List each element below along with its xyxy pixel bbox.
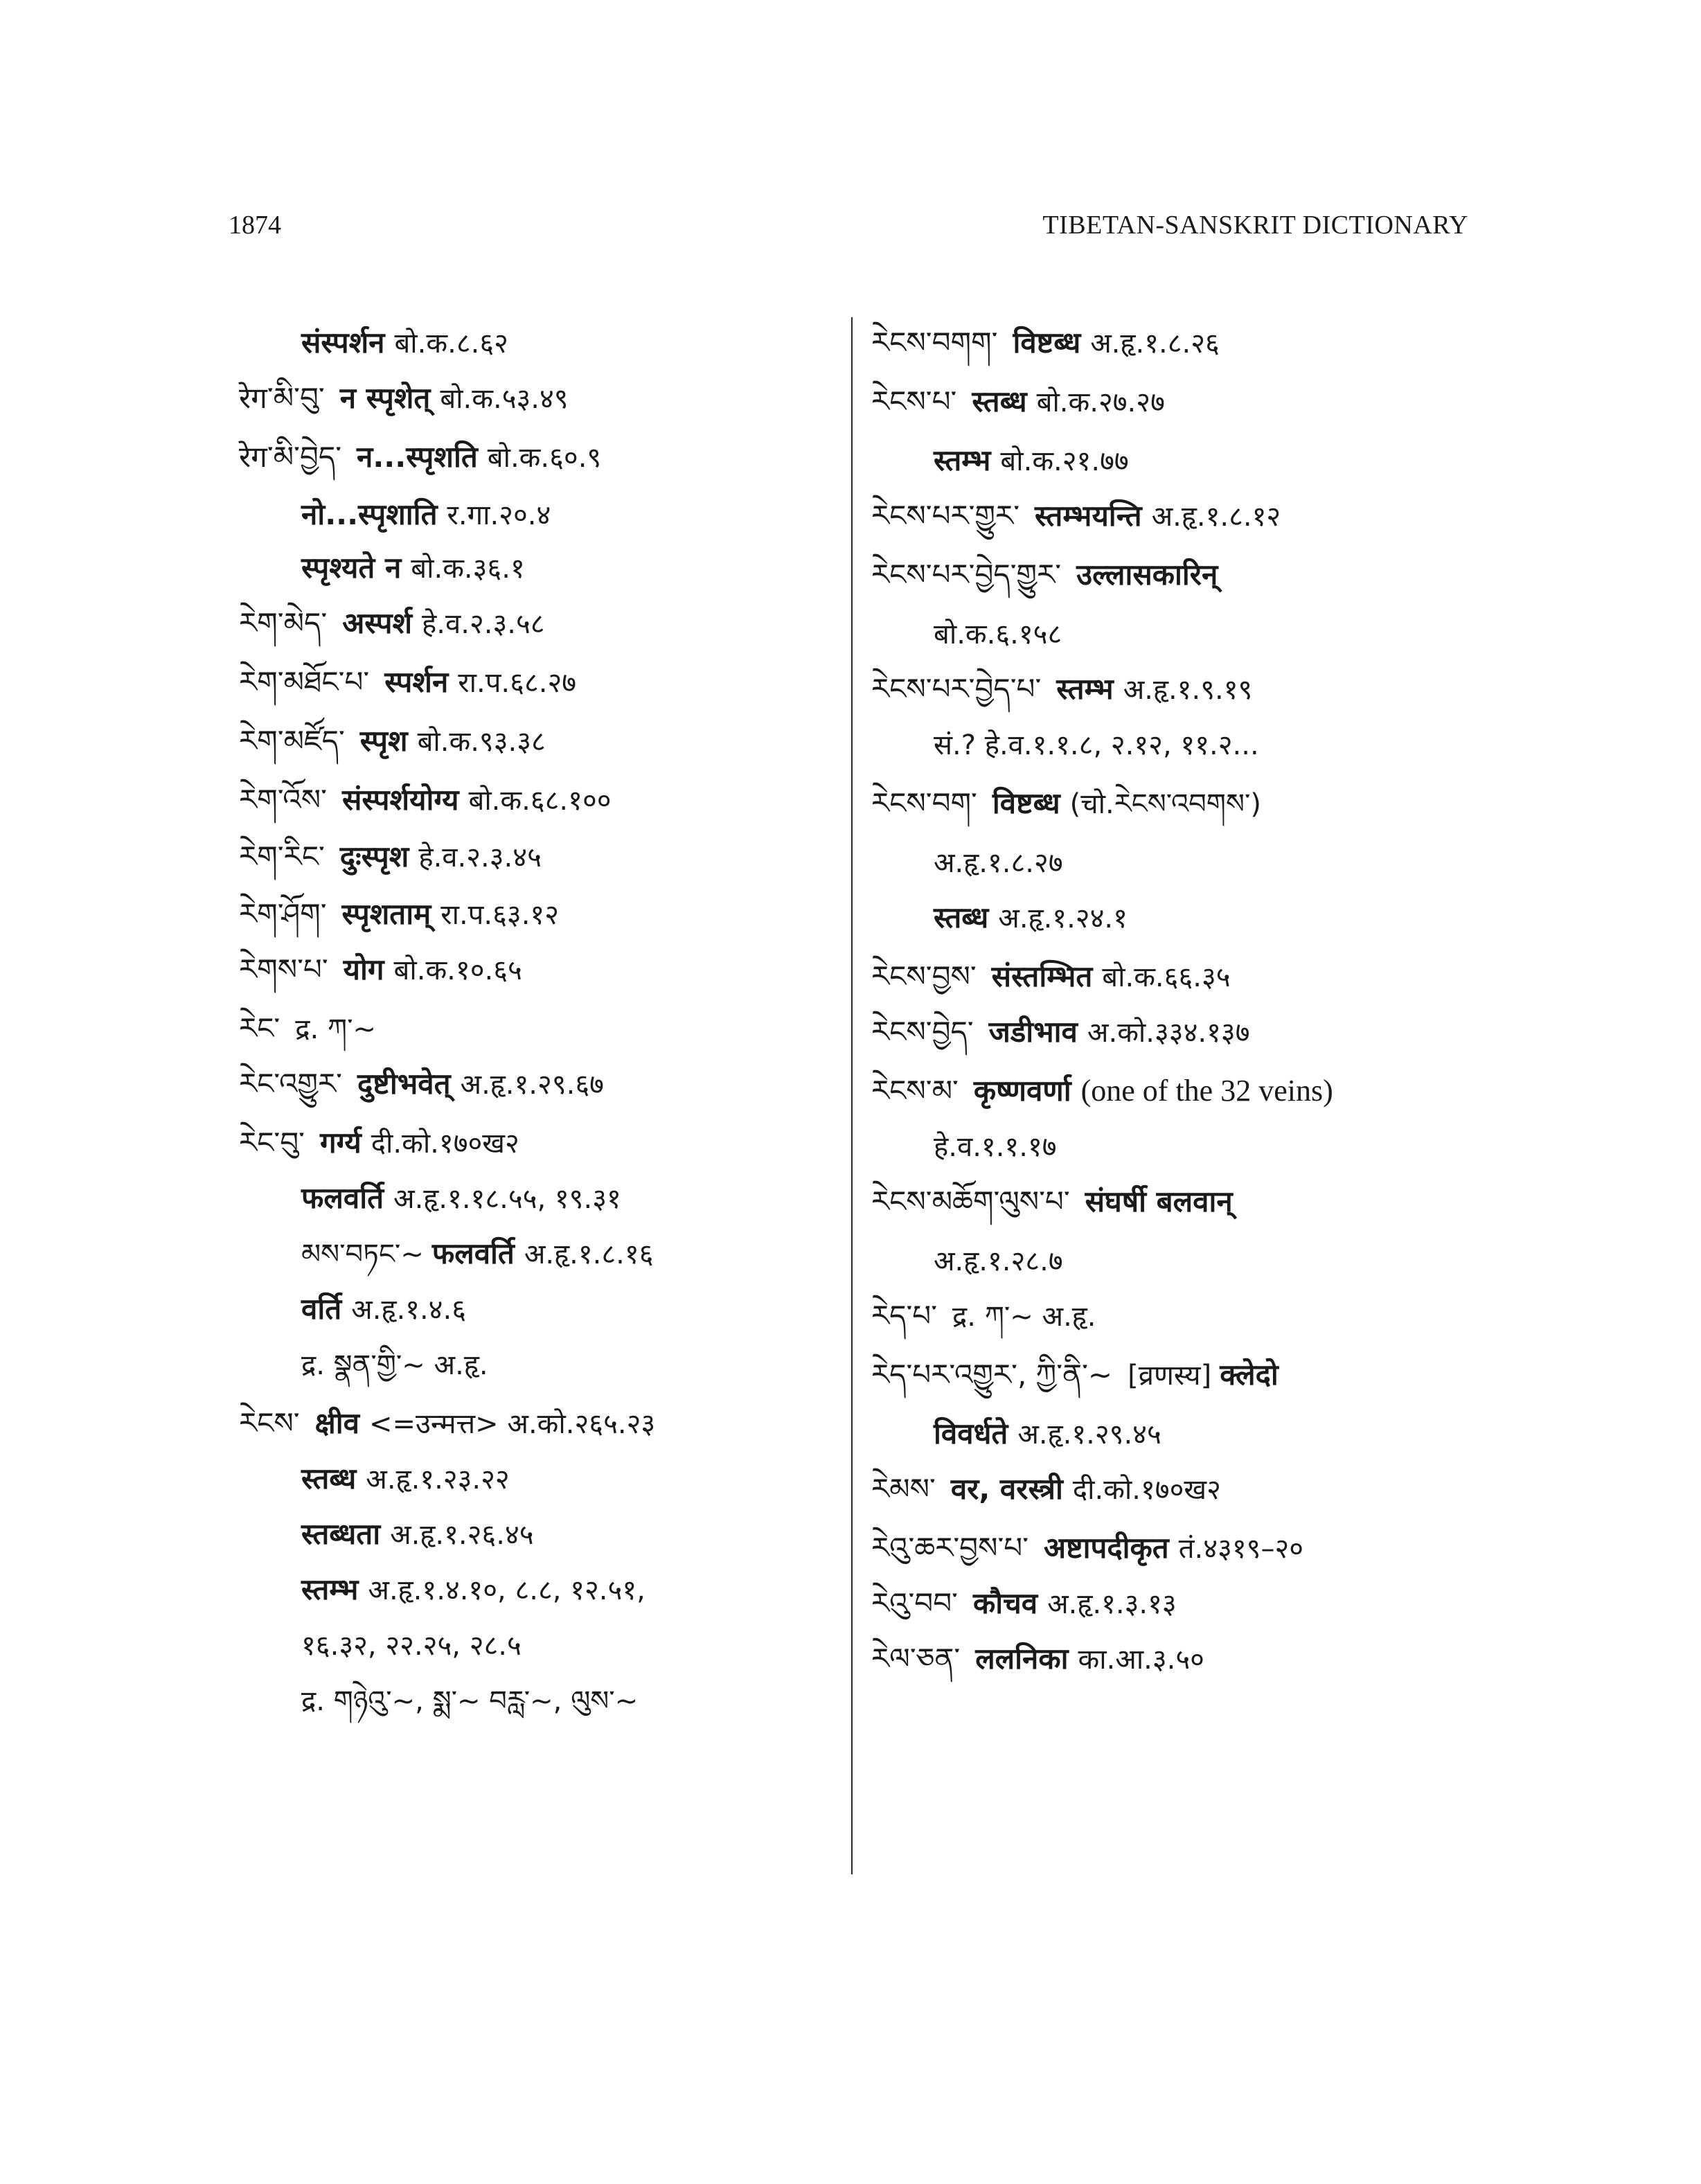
- entry-headline: [239, 374, 569, 423]
- source-reference: दी.को.१७०ख२: [1072, 1474, 1221, 1506]
- source-reference: (चो.རེངས་འབགས་): [1069, 788, 1261, 820]
- source-reference: बो.क.८.६२: [394, 328, 508, 359]
- tibetan-headword: རེག་མེད་: [239, 606, 328, 640]
- tibetan-headword: རེངས་པ་: [871, 384, 957, 418]
- entry-headline: [239, 1119, 519, 1167]
- entry-headline: [239, 717, 546, 765]
- entry-headline: [871, 1579, 1177, 1628]
- source-reference: बो.क.३६.१: [411, 553, 525, 585]
- entry-headline: [871, 551, 1227, 599]
- entry-subline: [934, 720, 1259, 769]
- tibetan-headword: རེངས་བྱེད་: [871, 1015, 974, 1049]
- source-reference: अ.हृ.१.२९.४५: [1017, 1419, 1161, 1450]
- source-reference: हे.व.१.१.१७: [934, 1131, 1057, 1163]
- entry-subline: [301, 1285, 466, 1333]
- source-reference: अ.हृ.१.४.६: [351, 1294, 466, 1326]
- entry-headline: [239, 776, 612, 824]
- tibetan-headword: रेग་མི་བྱེད་: [239, 440, 342, 474]
- entry-headline: [871, 1178, 1243, 1226]
- entry-headline: [239, 833, 542, 881]
- tibetan-headword: རེངས་མཆོག་ལུས་པ་: [871, 1184, 1070, 1218]
- sanskrit-equivalent: संस्तम्भित: [991, 959, 1093, 993]
- entry-subline: [301, 1510, 534, 1559]
- source-reference: हे.व.२.३.४५: [418, 842, 542, 873]
- entry-headline: [871, 779, 1261, 828]
- source-reference: द्र. སྣན་གྱི་~ अ.हृ.: [301, 1349, 488, 1381]
- entry-headline: [871, 492, 1281, 540]
- entry-subline: [301, 490, 551, 539]
- sanskrit-equivalent: स्तम्भयन्ति: [1035, 499, 1142, 533]
- source-reference: अ.हृ.१.२८.७: [934, 1245, 1063, 1277]
- sanskrit-equivalent: विष्टब्ध: [992, 786, 1060, 820]
- entry-headline: [239, 599, 545, 648]
- sanskrit-equivalent: वर्ति: [301, 1292, 342, 1326]
- sanskrit-equivalent: न...स्पृशति: [357, 440, 478, 474]
- entry-subline: [301, 319, 508, 367]
- source-reference: बो.क.६.१५८: [934, 619, 1062, 650]
- source-reference: बो.क.९३.३८: [417, 726, 546, 758]
- entry-subline: [934, 1410, 1161, 1458]
- tibetan-headword: རེངས་བག་: [871, 786, 977, 820]
- sanskrit-equivalent: स्तम्भ: [1056, 672, 1114, 706]
- sanskrit-equivalent: योग: [343, 952, 384, 986]
- sanskrit-equivalent: स्तम्भ: [301, 1572, 359, 1606]
- page-header: [229, 210, 1468, 251]
- page-number: 1874: [229, 211, 281, 240]
- source-reference: बो.क.६८.१००: [468, 785, 612, 817]
- entry-subline: [934, 1236, 1063, 1285]
- tibetan-headword: རེའུ་ཆར་བྱས་པ་: [871, 1531, 1029, 1565]
- tibetan-headword: རེངས་བྱས་: [871, 959, 977, 993]
- entry-subline: [301, 1229, 654, 1278]
- entry-prefix: [व्रणस्य]: [1128, 1360, 1212, 1392]
- tibetan-headword: རེལ་ཅན་: [871, 1642, 961, 1676]
- source-reference: अ.हृ.१.१८.५५, १९.३१: [393, 1183, 621, 1215]
- tibetan-headword: རེངས་པར་བྱེད་པ་: [871, 672, 1042, 706]
- tibetan-headword: རེང་བུ་: [239, 1126, 305, 1160]
- tibetan-headword: རེག་རིང་: [239, 840, 325, 873]
- tibetan-headword: རེག་ཤོག་: [239, 897, 327, 931]
- source-reference: अ.हृ.१.८.२६: [1090, 328, 1220, 359]
- entry-headline: [871, 319, 1220, 367]
- entry-headline: [871, 1008, 1250, 1056]
- source-reference: अ.हृ.१.२९.६७: [460, 1069, 604, 1101]
- tibetan-headword: རེད་པ་: [871, 1299, 938, 1333]
- source-reference: अ.हृ.१.९.१९: [1123, 674, 1253, 706]
- sanskrit-equivalent: क्लेदो: [1220, 1358, 1279, 1392]
- entry-subline: [934, 436, 1129, 485]
- source-reference: रा.प.६८.२७: [458, 667, 577, 699]
- sanskrit-equivalent: उल्लासकारिन्: [1076, 558, 1218, 592]
- entry-headline: [871, 1635, 1204, 1683]
- source-reference: अ.हृ.१.८.१२: [1151, 501, 1281, 533]
- entry-subline: [301, 1455, 510, 1503]
- tibetan-headword: རེད་པར་འགྱུར་, ཀྱི་ནི་~: [871, 1358, 1113, 1392]
- sanskrit-equivalent: विष्टब्ध: [1013, 326, 1081, 359]
- sanskrit-equivalent: संस्पर्शयोग्य: [341, 783, 459, 817]
- source-reference: द्र. གཉེའུ་~, སྨ་~ བརླ་~, ལུས་~: [301, 1685, 639, 1717]
- entry-subline: [301, 544, 525, 592]
- tibetan-headword: རེངས་པར་གྱུར་: [871, 499, 1020, 533]
- entry-headline: [871, 378, 1165, 426]
- entry-subline: [934, 1122, 1057, 1171]
- entry-subline: [301, 1565, 645, 1614]
- tibetan-headword: རེག་མཐོང་པ་: [239, 665, 370, 699]
- sanskrit-equivalent: अष्टापदीकृत: [1044, 1531, 1169, 1565]
- tibetan-headword: རེངས་: [239, 1406, 300, 1440]
- sanskrit-equivalent: वर, वरस्त्री: [950, 1472, 1063, 1506]
- entry-subline: [301, 1340, 488, 1389]
- source-reference: बो.क.६०.९: [487, 442, 602, 474]
- sanskrit-equivalent: विवर्धते: [934, 1417, 1008, 1450]
- source-reference: बो.क.२७.२७: [1036, 387, 1165, 418]
- source-reference: १६.३२, २२.२५, २८.५: [301, 1630, 522, 1662]
- tibetan-headword: རེག་མཛོད་: [239, 724, 345, 758]
- entry-headline: [871, 665, 1252, 713]
- entry-headline: [239, 945, 522, 994]
- entry-subline: [934, 894, 1128, 942]
- entry-headline: [871, 1465, 1221, 1513]
- sanskrit-equivalent: गर्ग्य: [319, 1126, 362, 1160]
- tibetan-headword: རེའུ་བབ་: [871, 1586, 958, 1620]
- tibetan-headword: རེངས་པར་བྱེད་གྱུར་: [871, 558, 1062, 592]
- sanskrit-equivalent: दुःस्पृश: [339, 840, 409, 873]
- sanskrit-equivalent: नो...स्पृशाति: [301, 497, 438, 531]
- entry-subline: [934, 838, 1063, 887]
- source-reference: द्र. ཀ་~: [295, 1013, 376, 1045]
- entry-headline: [871, 952, 1231, 1001]
- entry-headline: [871, 1351, 1288, 1399]
- sanskrit-equivalent: स्पर्शन: [384, 665, 449, 699]
- sanskrit-equivalent: कौचव: [972, 1586, 1038, 1620]
- source-reference: का.आ.३.५०: [1078, 1644, 1204, 1676]
- sanskrit-equivalent: फलवर्ति: [431, 1236, 515, 1270]
- tibetan-headword: रेग་མི་བུ་: [239, 381, 325, 415]
- source-reference: <=उन्मत्त> अ.को.२६५.२३: [368, 1408, 656, 1440]
- source-reference: बो.क.१०.६५: [393, 955, 522, 986]
- column-divider: [851, 317, 853, 1874]
- sanskrit-equivalent: स्पृशताम्: [341, 897, 431, 931]
- tibetan-headword: རེང་འགྱུར་: [239, 1067, 342, 1101]
- sanskrit-equivalent: संघर्षी बलवान्: [1085, 1184, 1233, 1218]
- source-reference: र.गा.२०.४: [447, 499, 551, 531]
- source-reference: बो.क.६६.३५: [1102, 961, 1231, 993]
- sanskrit-equivalent: स्तब्ध: [972, 384, 1027, 418]
- source-reference: अ.हृ.१.४.१०, ८.८, १२.५१,: [368, 1574, 645, 1606]
- sanskrit-equivalent: जडीभाव: [988, 1015, 1078, 1049]
- entry-subline: [934, 610, 1062, 658]
- entry-headline: [239, 433, 601, 481]
- sanskrit-equivalent: स्तब्धता: [301, 1517, 381, 1551]
- source-reference: अ.हृ.१.२६.४५: [390, 1519, 534, 1551]
- sanskrit-equivalent: फलवर्ति: [301, 1181, 384, 1215]
- source-reference: अ.हृ.१.२४.१: [998, 903, 1128, 934]
- tibetan-headword: རེངས་བགག་: [871, 326, 998, 359]
- tibetan-headword: རེག་འོས་: [239, 783, 327, 817]
- source-reference: अ.हृ.१.३.१३: [1047, 1588, 1177, 1620]
- source-reference: सं.? हे.व.१.१.८, २.१२, ११.२...: [934, 729, 1259, 761]
- sanskrit-equivalent: संस्पर्शन: [301, 326, 385, 359]
- sanskrit-equivalent: स्पृश्यते न: [301, 551, 402, 585]
- running-head: TIBETAN-SANSKRIT DICTIONARY: [1042, 211, 1468, 240]
- entry-headline: [239, 1399, 655, 1448]
- tibetan-headword: རེངས་མ་: [871, 1074, 959, 1108]
- source-reference: बो.क.५३.४९: [440, 383, 569, 415]
- entry-headline: [239, 1060, 604, 1108]
- tibetan-headword: རེགས་པ་: [239, 952, 328, 986]
- entry-subline: [301, 1676, 638, 1725]
- entry-headline: [239, 1004, 376, 1053]
- entry-prefix: མས་བཏང་~: [301, 1239, 424, 1270]
- entry-headline: [871, 1292, 1096, 1340]
- sanskrit-equivalent: स्पृश: [359, 724, 408, 758]
- entry-subline: [301, 1621, 522, 1669]
- sanskrit-equivalent: दुष्टीभवेत्: [357, 1067, 451, 1101]
- tibetan-headword: རེང་: [239, 1011, 280, 1045]
- source-reference: अ.हृ.१.२३.२२: [366, 1464, 510, 1495]
- source-reference: अ.हृ.१.८.२७: [934, 847, 1063, 879]
- source-reference: तं.४३१९–२०: [1178, 1533, 1304, 1565]
- sanskrit-equivalent: स्तम्भ: [934, 443, 991, 477]
- source-reference: अ.हृ.१.८.१६: [524, 1239, 654, 1270]
- sanskrit-equivalent: स्तब्ध: [301, 1462, 357, 1495]
- entry-headline: [239, 890, 559, 939]
- sanskrit-equivalent: अस्पर्श: [342, 606, 413, 640]
- sanskrit-equivalent: स्तब्ध: [934, 900, 989, 934]
- source-reference: द्र. ཀ་~ अ.हृ.: [952, 1301, 1096, 1333]
- entry-headline: [871, 1067, 1333, 1115]
- sanskrit-equivalent: कृष्णवर्णा: [973, 1074, 1071, 1108]
- sanskrit-equivalent: क्षीव: [314, 1406, 359, 1440]
- entry-headline: [239, 658, 576, 707]
- source-reference: अ.को.३३४.१३७: [1087, 1017, 1250, 1049]
- source-reference: दी.को.१७०ख२: [371, 1128, 519, 1160]
- source-reference: बो.क.२१.७७: [1000, 445, 1129, 477]
- entry-headline: [871, 1524, 1303, 1572]
- entry-subline: [301, 1174, 621, 1223]
- source-reference: रा.प.६३.१२: [440, 899, 560, 931]
- english-gloss: (one of the 32 veins): [1080, 1074, 1333, 1108]
- source-reference: हे.व.२.३.५८: [422, 608, 545, 640]
- sanskrit-equivalent: न स्पृशेत्: [339, 381, 431, 415]
- sanskrit-equivalent: ललनिका: [975, 1642, 1069, 1676]
- tibetan-headword: རེམས་: [871, 1472, 936, 1506]
